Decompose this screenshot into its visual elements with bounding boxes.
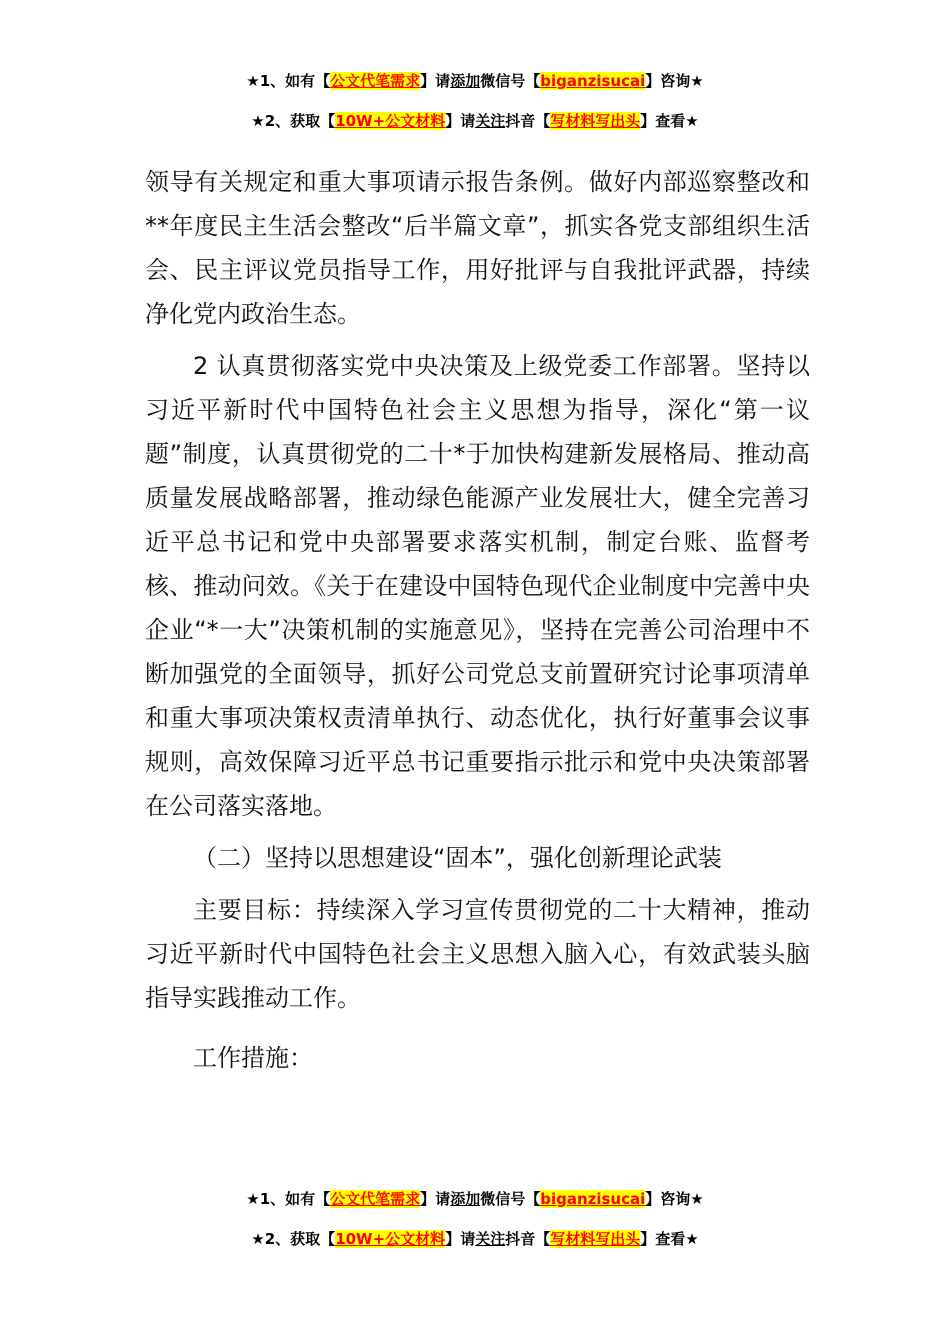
notice-text: 】查看★ <box>640 1230 699 1248</box>
highlight-wechat-id: biganzisucai <box>540 1190 646 1208</box>
notice-text: ★2、获取【 <box>251 112 336 130</box>
notice-text: 抖音【 <box>505 112 551 130</box>
footer-notice-line-1 <box>0 1188 950 1210</box>
notice-underlined: 添加 <box>450 72 481 90</box>
notice-text: 微信号【 <box>480 72 541 90</box>
notice-underlined: 关注 <box>475 1230 506 1248</box>
section-heading: （二）坚持以思想建设“固本”，强化创新理论武装 <box>193 844 722 872</box>
paragraph: 领导有关规定和重大事项请示报告条例。做好内部巡察整改和**年度民主生活会整改“后半篇文章”，抓实各党支部组织生活会、民主评议党员指导工作，用好批评与自我批评武器，持续净化党内政治生态。 <box>145 168 810 328</box>
paragraph: 2 认真贯彻落实党中央决策及上级党委工作部署。坚持以习近平新时代中国特色社会主义思想为指导，深化“第一议题”制度，认真贯彻党的二十*于加快构建新发展格局、推动高质量发展战略部署，推动绿色能源产业发展壮大，健全完善习近平总书记和党中央部署要求落实机制，制定台账、监督考核、推动问效。《关于在建设中国特色现代企业制度中完善中央企业“*一大”决策机制的实施意见》，坚持在完善公司治理中不断加强党的全面领导，抓好公司党总支前置研究讨论事项清单和重大事项决策权责清单执行、动态优化，执行好董事会议事规则，高效保障习近平总书记重要指示批示和党中央决策部署在公司落实落地。 <box>145 352 810 820</box>
notice-text: 】咨询★ <box>645 72 704 90</box>
notice-text: 】咨询★ <box>645 1190 704 1208</box>
notice-text: 】请 <box>445 1230 476 1248</box>
header-notice-line-2 <box>0 110 950 132</box>
notice-underlined: 关注 <box>475 112 506 130</box>
highlight-service: 公文代笔需求 <box>330 72 421 90</box>
notice-text: 】查看★ <box>640 112 699 130</box>
notice-text: 】请 <box>420 1190 451 1208</box>
footer-notice-line-2 <box>0 1228 950 1250</box>
notice-text: ★1、如有【 <box>246 72 331 90</box>
highlight-douyin: 写材料写出头 <box>550 112 641 130</box>
notice-underlined: 添加 <box>450 1190 481 1208</box>
highlight-materials: 10W+公文材料 <box>335 1230 446 1248</box>
notice-text: 】请 <box>420 72 451 90</box>
highlight-materials: 10W+公文材料 <box>335 112 446 130</box>
notice-text: 微信号【 <box>480 1190 541 1208</box>
notice-text: ★2、获取【 <box>251 1230 336 1248</box>
paragraph: 主要目标：持续深入学习宣传贯彻党的二十大精神，推动习近平新时代中国特色社会主义思想入脑入心，有效武装头脑指导实践推动工作。 <box>145 896 810 1012</box>
notice-text: 】请 <box>445 112 476 130</box>
paragraph: 工作措施： <box>193 1044 313 1072</box>
highlight-douyin: 写材料写出头 <box>550 1230 641 1248</box>
highlight-wechat-id: biganzisucai <box>540 72 646 90</box>
document-body <box>145 160 810 1080</box>
notice-text: ★1、如有【 <box>246 1190 331 1208</box>
notice-text: 抖音【 <box>505 1230 551 1248</box>
header-notice-line-1 <box>0 70 950 92</box>
highlight-service: 公文代笔需求 <box>330 1190 421 1208</box>
